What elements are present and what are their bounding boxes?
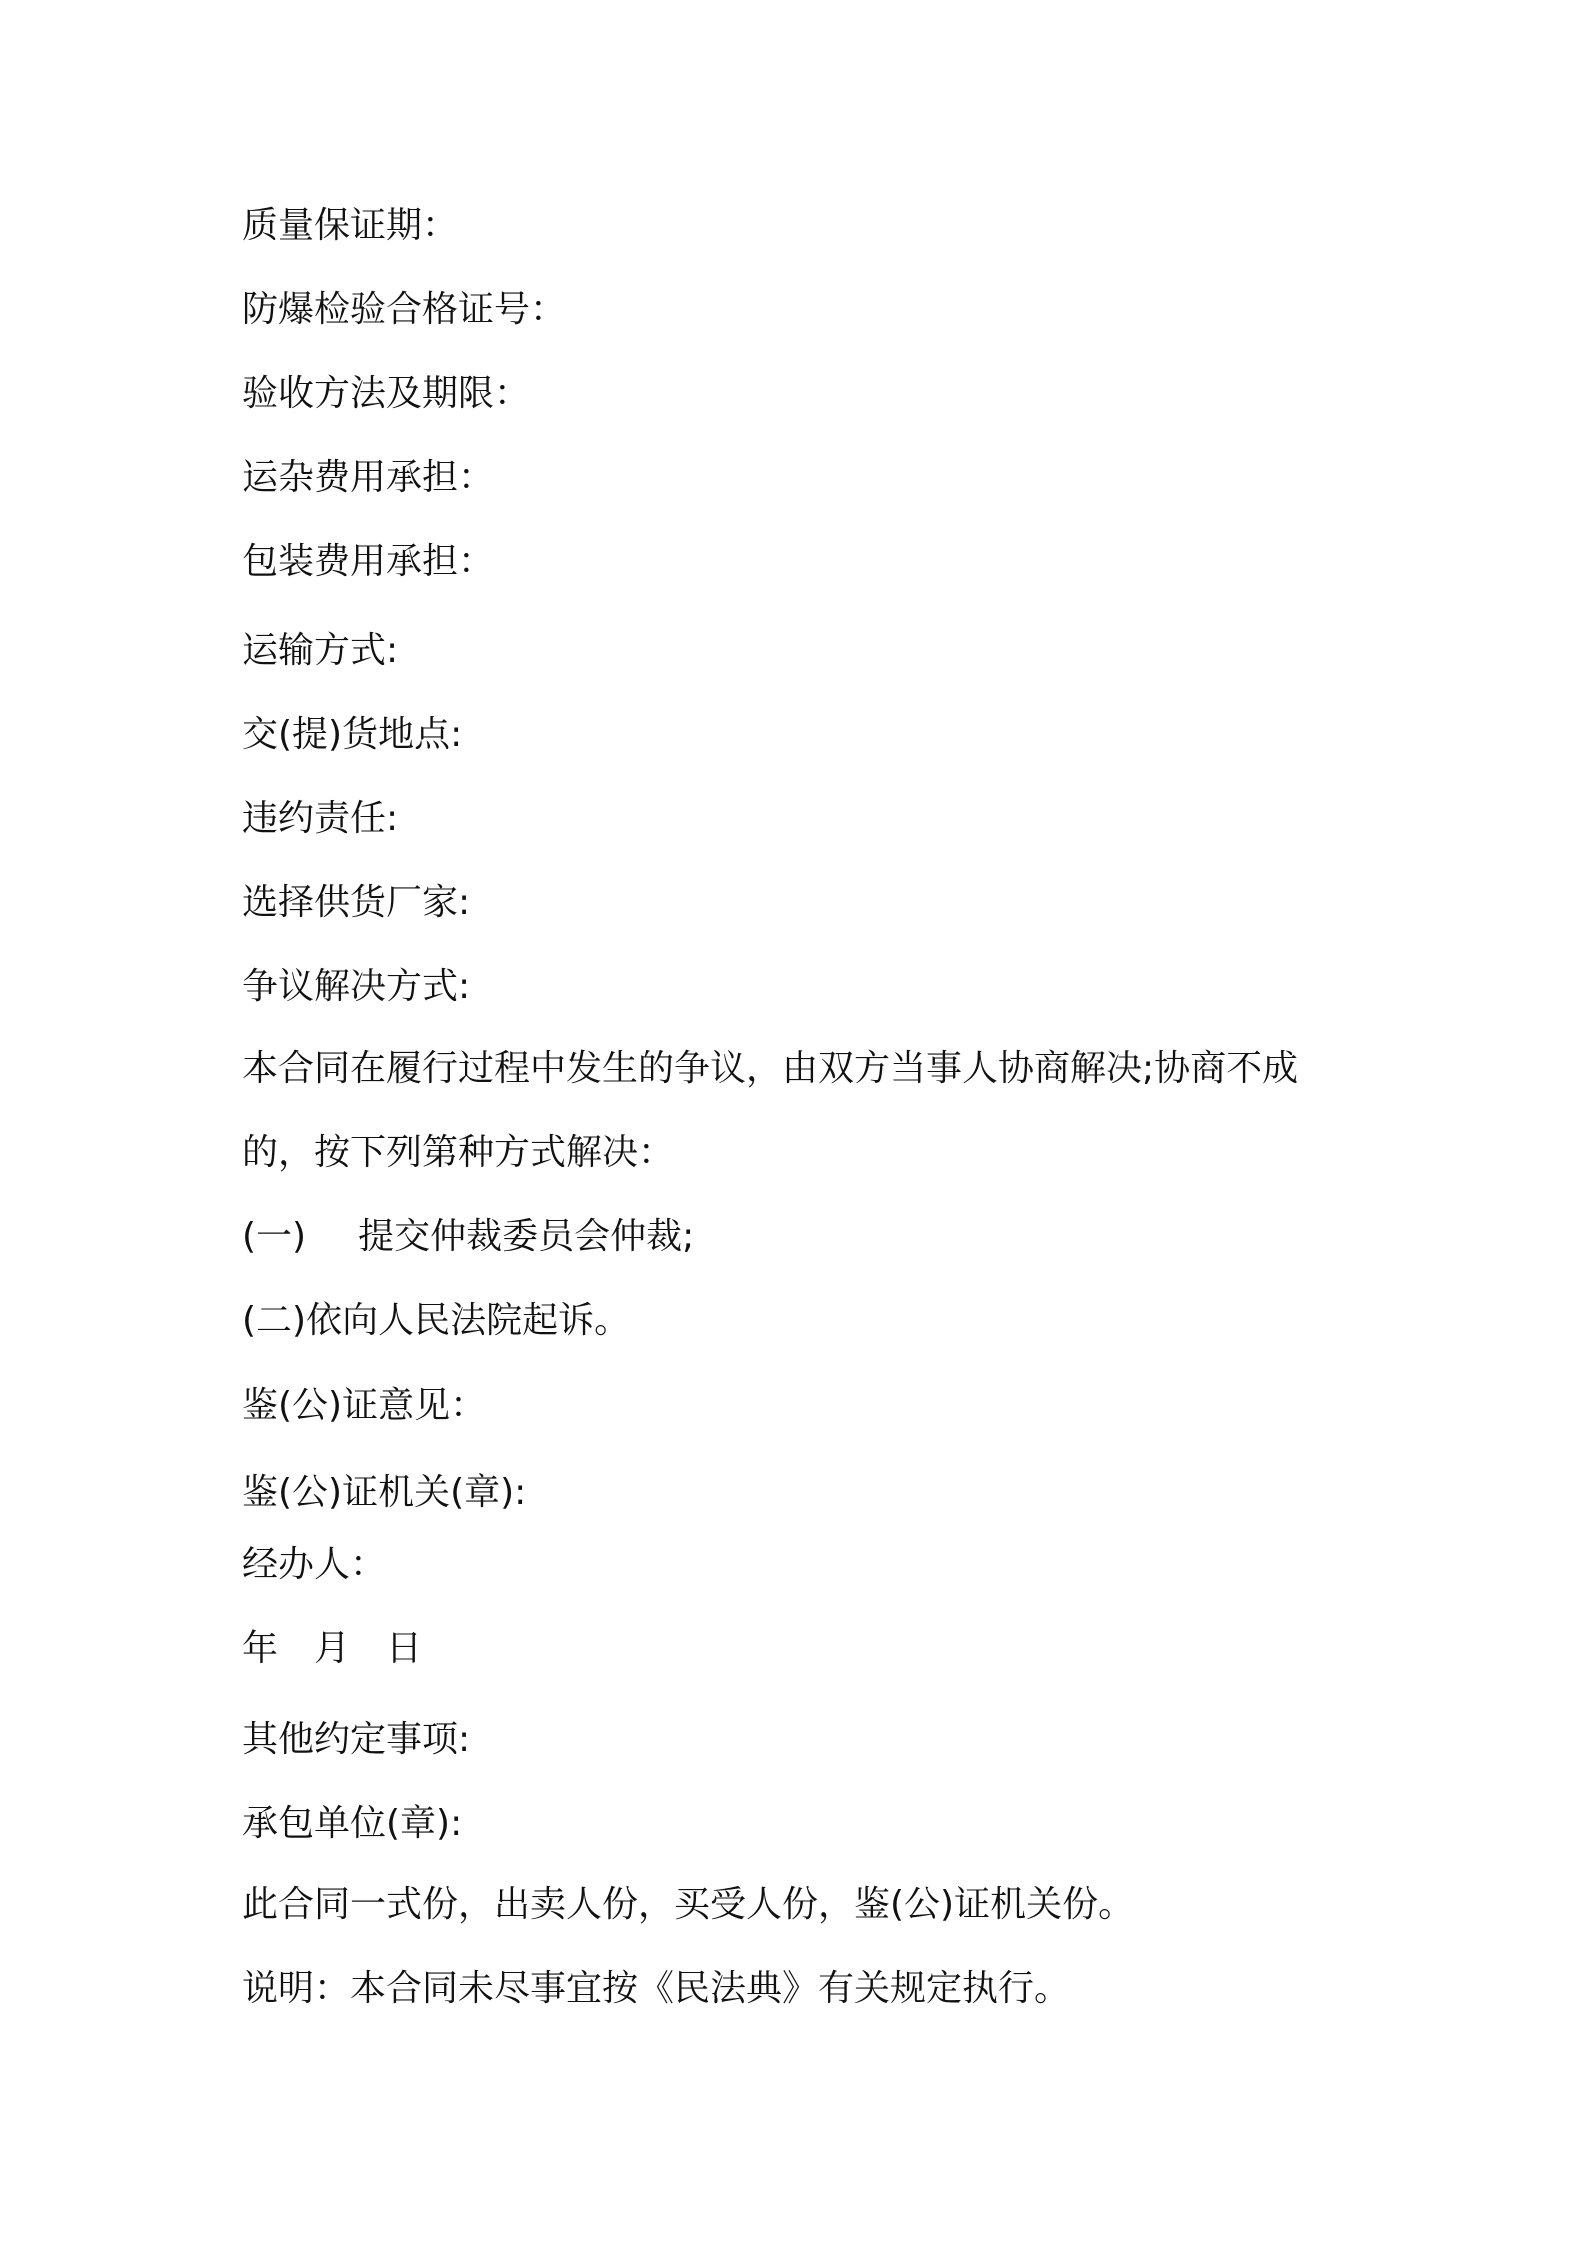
- notary-office-line: 鉴(公)证机关(章):: [242, 1472, 527, 1513]
- handler-line: 经办人：: [242, 1544, 387, 1585]
- transport-mode-line: 运输方式:: [242, 630, 399, 671]
- acceptance-method-line: 验收方法及期限：: [242, 373, 531, 414]
- other-matters-line: 其他约定事项:: [242, 1719, 471, 1760]
- arbitration-item: [242, 1214, 694, 1260]
- court-item: (二)依向人民法院起诉。: [242, 1300, 631, 1341]
- breach-liability-line: 违约责任:: [242, 798, 399, 839]
- explosion-proof-cert-line: 防爆检验合格证号：: [242, 289, 567, 330]
- copies-line: 此合同一式份，出卖人份，买受人份，鉴(公)证机关份。: [242, 1884, 1135, 1925]
- transport-cost-line: 运杂费用承担：: [242, 457, 495, 498]
- quality-warranty-line: 质量保证期：: [242, 205, 459, 246]
- dispute-paragraph-line-1: 本合同在履行过程中发生的争议，由双方当事人协商解决;协商不成: [242, 1048, 1299, 1089]
- item-number: (一): [242, 1216, 307, 1257]
- packaging-cost-line: 包装费用承担：: [242, 541, 495, 582]
- dispute-resolution-line: 争议解决方式:: [242, 966, 471, 1007]
- dispute-paragraph-line-2: 的，按下列第种方式解决：: [242, 1132, 675, 1173]
- contractor-seal-line: 承包单位(章):: [242, 1803, 463, 1844]
- item-text: 提交仲裁委员会仲裁;: [358, 1216, 695, 1257]
- explanation-line: 说明：本合同未尽事宜按《民法典》有关规定执行。: [242, 1968, 1071, 2009]
- supplier-choice-line: 选择供货厂家:: [242, 882, 471, 923]
- notary-opinion-line: 鉴(公)证意见：: [242, 1385, 487, 1426]
- date-line: 年 月 日: [242, 1628, 423, 1669]
- delivery-location-line: 交(提)货地点:: [242, 714, 463, 755]
